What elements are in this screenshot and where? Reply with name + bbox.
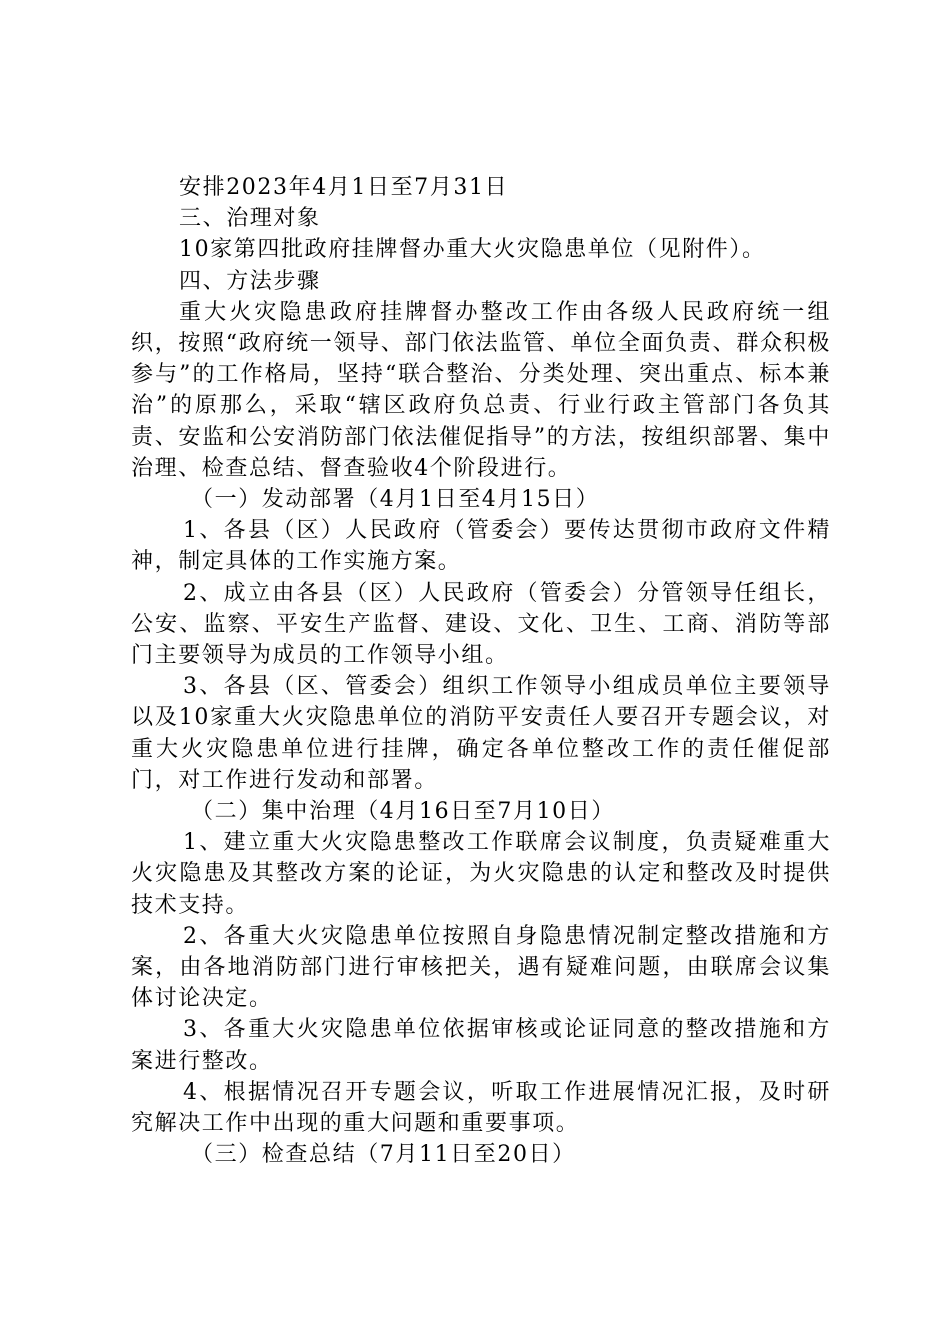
phase-1-item-2: 2、成立由各县（区）人民政府（管委会）分管领导任组长，公安、监察、平安生产监督、建设、文化、卫生、工商、消防等部门主要领导为成员的工作领导小组。 <box>131 580 831 669</box>
phase-2-item-4: 4、根据情况召开专题会议，听取工作进展情况汇报，及时研究解决工作中出现的重大问题和重要事项。 <box>131 1079 831 1137</box>
phase-2-item-3: 3、各重大火灾隐患单位依据审核或论证同意的整改措施和方案进行整改。 <box>131 1017 831 1074</box>
phase-2-item-2: 2、各重大火灾隐患单位按照自身隐患情况制定整改措施和方案，由各地消防部门进行审核把关，遇有疑难问题，由联席会议集体讨论决定。 <box>131 923 831 1012</box>
phase-1-item-3: 3、各县（区、管委会）组织工作领导小组成员单位主要领导以及10家重大火灾隐患单位的消防平安责任人要召开专题会议，对重大火灾隐患单位进行挂牌，确定各单位整改工作的责任催促部门，对工作进行发动和部署。 <box>131 674 831 793</box>
phase-3-heading: （三）检查总结（7月11日至20日） <box>191 1142 576 1168</box>
document-body <box>131 172 831 1171</box>
method-paragraph: 重大火灾隐患政府挂牌督办整改工作由各级人民政府统一组织，按照“政府统一领导、部门依法监管、单位全面负责、群众积极参与”的工作格局，坚持“联合整治、分类处理、突出重点、标本兼治”的原那么，采取“辖区政府负总责、行业行政主管部门各负其责、安监和公安消防部门依法催促指导”的方法，按组织部署、集中治理、检查总结、督查验收4个阶段进行。 <box>131 299 831 481</box>
phase-1-item-1: 1、各县（区）人民政府（管委会）要传达贯彻市政府文件精神，制定具体的工作实施方案。 <box>131 518 831 575</box>
schedule-line: 安排2023年4月1日至7月31日 <box>179 175 509 200</box>
target-units-line: 10家第四批政府挂牌督办重大火灾隐患单位（见附件）。 <box>179 237 766 263</box>
phase-1-heading: （一）发动部署（4月1日至4月15日） <box>191 487 600 513</box>
phase-2-heading: （二）集中治理（4月16日至7月10日） <box>191 799 615 825</box>
section-heading-4: 四、方法步骤 <box>179 268 321 294</box>
section-heading-3: 三、治理对象 <box>179 206 321 232</box>
phase-2-item-1: 1、建立重大火灾隐患整改工作联席会议制度，负责疑难重大火灾隐患及其整改方案的论证，为火灾隐患的认定和整改及时提供技术支持。 <box>131 830 831 918</box>
